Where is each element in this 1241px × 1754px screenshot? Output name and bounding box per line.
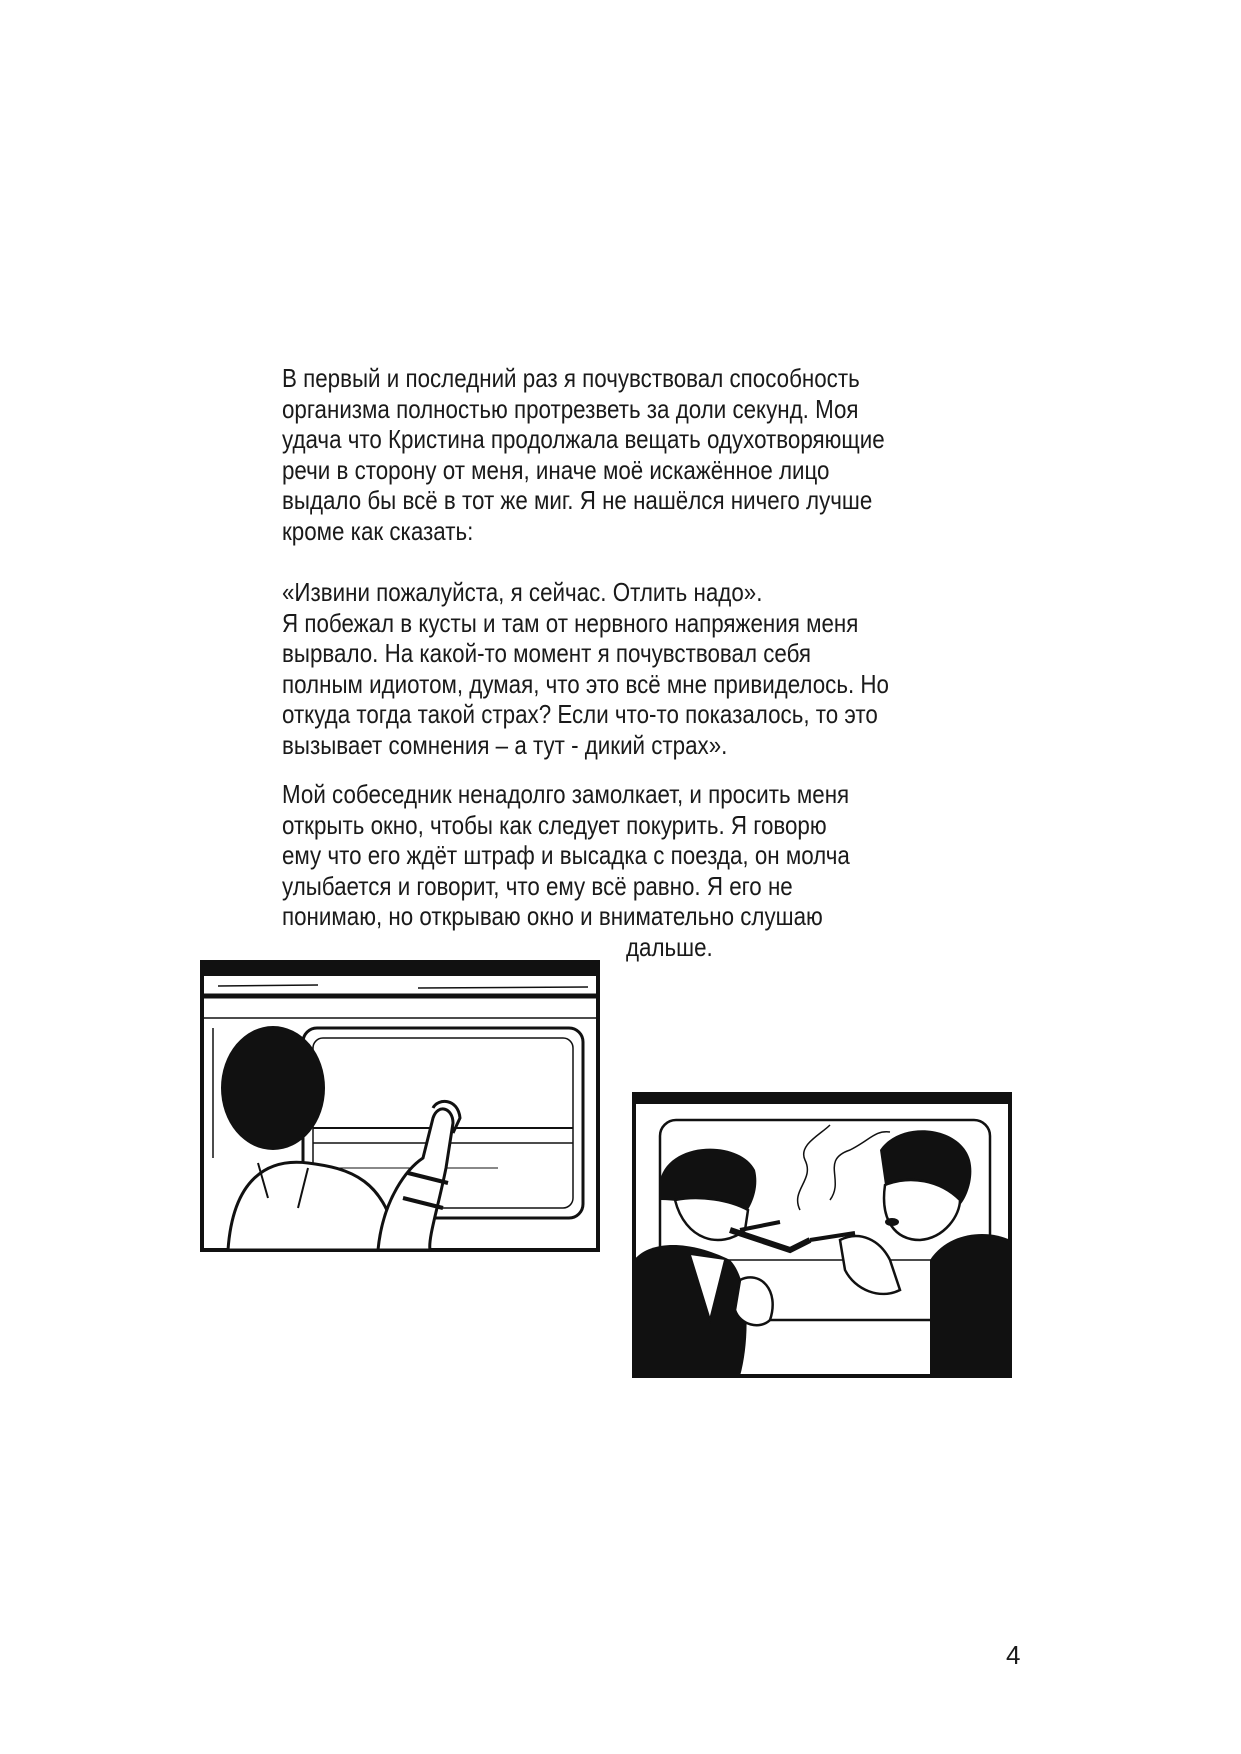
text-line: ему что его ждёт штраф и высадка с поезда, он молча	[282, 840, 850, 870]
text-line: организма полностью протрезветь за доли секунд. Моя	[282, 393, 859, 424]
text-line: выдало бы всё в тот же миг. Я не нашёлся ничего лучше	[282, 485, 873, 515]
text-line: вырвало. На какой-то момент я почувствовал себя	[282, 638, 812, 668]
text-line: понимаю, но открываю окно и внимательно слушаю	[282, 901, 823, 931]
paragraph-2	[282, 577, 988, 760]
text-line: откуда тогда такой страх? Если что-то показалось, то это	[282, 699, 878, 729]
page-number: 4	[1006, 1640, 1021, 1670]
text-line: полным идиотом, думая, что это всё мне привиделось. Но	[282, 668, 889, 699]
text-line: речи в сторону от меня, иначе моё искажённое лицо	[282, 454, 830, 485]
text-line: Я побежал в кусты и там от нервного напряжения меня	[282, 607, 859, 638]
paragraph-1	[282, 363, 983, 546]
illustration-smoking-panel	[630, 1090, 1014, 1380]
paragraph-3	[282, 779, 942, 962]
text-line: В первый и последний раз я почувствовал способность	[282, 363, 860, 393]
text-line: улыбается и говорит, что ему всё равно. Я его не	[282, 870, 793, 901]
text-line: кроме как сказать:	[282, 515, 474, 546]
text-line: Мой собеседник ненадолго замолкает, и просить меня	[282, 779, 850, 809]
text-line-trailing: дальше.	[626, 931, 713, 962]
text-line: открыть окно, чтобы как следует покурить. Я говорю	[282, 809, 827, 840]
text-line: вызывает сомнения – а тут - дикий страх».	[282, 729, 728, 760]
illustration-window-panel	[198, 958, 602, 1254]
text-line: удача что Кристина продолжала вещать одухотворяющие	[282, 424, 885, 454]
text-line: «Извини пожалуйста, я сейчас. Отлить надо».	[282, 577, 763, 607]
